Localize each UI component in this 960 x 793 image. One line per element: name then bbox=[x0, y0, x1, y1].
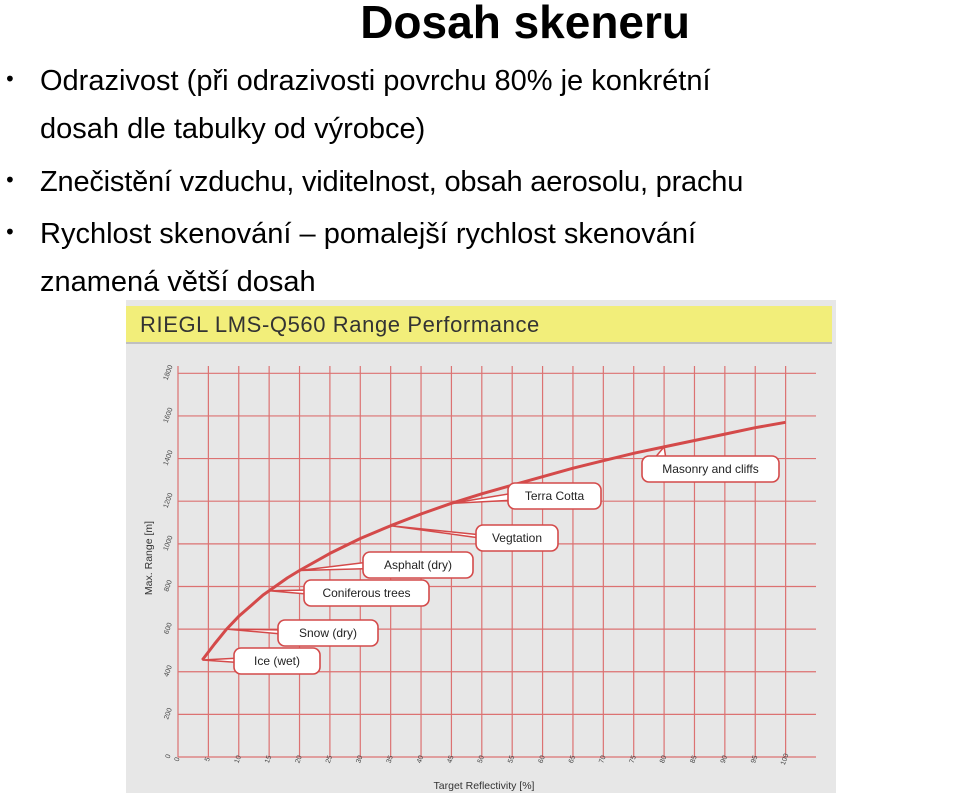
x-tick-label: 30 bbox=[355, 754, 365, 765]
annotation-callout bbox=[227, 620, 378, 646]
x-tick-label: 45 bbox=[446, 754, 456, 765]
y-tick-label: 1000 bbox=[162, 534, 175, 552]
y-tick-label: 1600 bbox=[162, 406, 175, 424]
chart-annotations bbox=[202, 447, 779, 674]
x-tick-label: 85 bbox=[689, 754, 699, 765]
x-tick-label: 35 bbox=[385, 754, 395, 765]
x-tick-label: 5 bbox=[204, 756, 212, 763]
y-axis-ticks bbox=[163, 364, 175, 759]
x-tick-label: 50 bbox=[476, 754, 487, 765]
x-axis-label: Target Reflectivity [%] bbox=[433, 780, 535, 792]
annotation-callout bbox=[391, 525, 558, 551]
annotation-label: Coniferous trees bbox=[322, 586, 411, 600]
bullet-text bbox=[40, 210, 955, 306]
range-performance-chart bbox=[126, 300, 836, 793]
x-tick-label: 70 bbox=[598, 754, 608, 765]
y-axis-label: Max. Range [m] bbox=[143, 520, 155, 596]
y-tick-label: 800 bbox=[163, 579, 174, 593]
y-tick-label: 1400 bbox=[162, 449, 175, 467]
annotation-label: Masonry and cliffs bbox=[662, 462, 759, 476]
y-tick-label: 1200 bbox=[162, 492, 175, 510]
x-tick-label: 0 bbox=[173, 756, 182, 763]
bullet-symbol: • bbox=[4, 67, 16, 91]
slide-title: Dosah skeneru bbox=[360, 0, 690, 48]
x-tick-label: 100 bbox=[779, 752, 791, 767]
x-tick-label: 65 bbox=[567, 754, 578, 765]
bullet-line: dosah dle tabulky od výrobce) bbox=[40, 113, 426, 145]
annotation-label: Asphalt (dry) bbox=[383, 558, 453, 572]
annotation-label: Snow (dry) bbox=[298, 626, 358, 640]
chart-title: RIEGL LMS-Q560 Range Performance bbox=[140, 312, 540, 337]
bullet-text bbox=[40, 57, 955, 153]
x-tick-label: 15 bbox=[264, 754, 274, 765]
x-tick-label: 55 bbox=[507, 754, 517, 765]
y-tick-label: 200 bbox=[163, 707, 174, 721]
x-tick-label: 95 bbox=[750, 754, 760, 765]
annotation-callout bbox=[202, 648, 320, 674]
bullet-line: Znečistění vzduchu, viditelnost, obsah aerosolu, prachu bbox=[40, 166, 744, 198]
x-tick-label: 90 bbox=[719, 754, 730, 765]
annotation-callout bbox=[269, 580, 429, 606]
bullet-line: znamená větší dosah bbox=[40, 266, 316, 298]
chart-canvas bbox=[126, 300, 836, 793]
x-tick-label: 20 bbox=[294, 754, 304, 765]
x-tick-label: 25 bbox=[324, 754, 335, 765]
bullet-symbol: • bbox=[4, 168, 16, 192]
chart-grid bbox=[178, 366, 816, 757]
y-tick-label: 400 bbox=[163, 664, 174, 678]
y-tick-label: 0 bbox=[164, 753, 173, 760]
bullet-line: Odrazivost (při odrazivosti povrchu 80% je konkrétní bbox=[40, 65, 711, 97]
annotation-callout bbox=[642, 447, 779, 482]
annotation-label: Vegtation bbox=[491, 531, 543, 545]
x-tick-label: 40 bbox=[416, 754, 426, 765]
x-tick-label: 75 bbox=[628, 754, 638, 765]
x-tick-label: 60 bbox=[537, 754, 547, 765]
annotation-label: Terra Cotta bbox=[524, 489, 585, 503]
y-tick-label: 600 bbox=[163, 621, 174, 636]
bullet-line: Rychlost skenování – pomalejší rychlost skenování bbox=[40, 218, 697, 250]
bullet-text bbox=[40, 158, 955, 206]
annotation-label: Ice (wet) bbox=[253, 654, 301, 668]
bullet-symbol: • bbox=[4, 220, 16, 244]
x-tick-label: 80 bbox=[659, 754, 669, 765]
x-tick-label: 10 bbox=[233, 754, 243, 765]
y-tick-label: 1800 bbox=[162, 364, 175, 382]
